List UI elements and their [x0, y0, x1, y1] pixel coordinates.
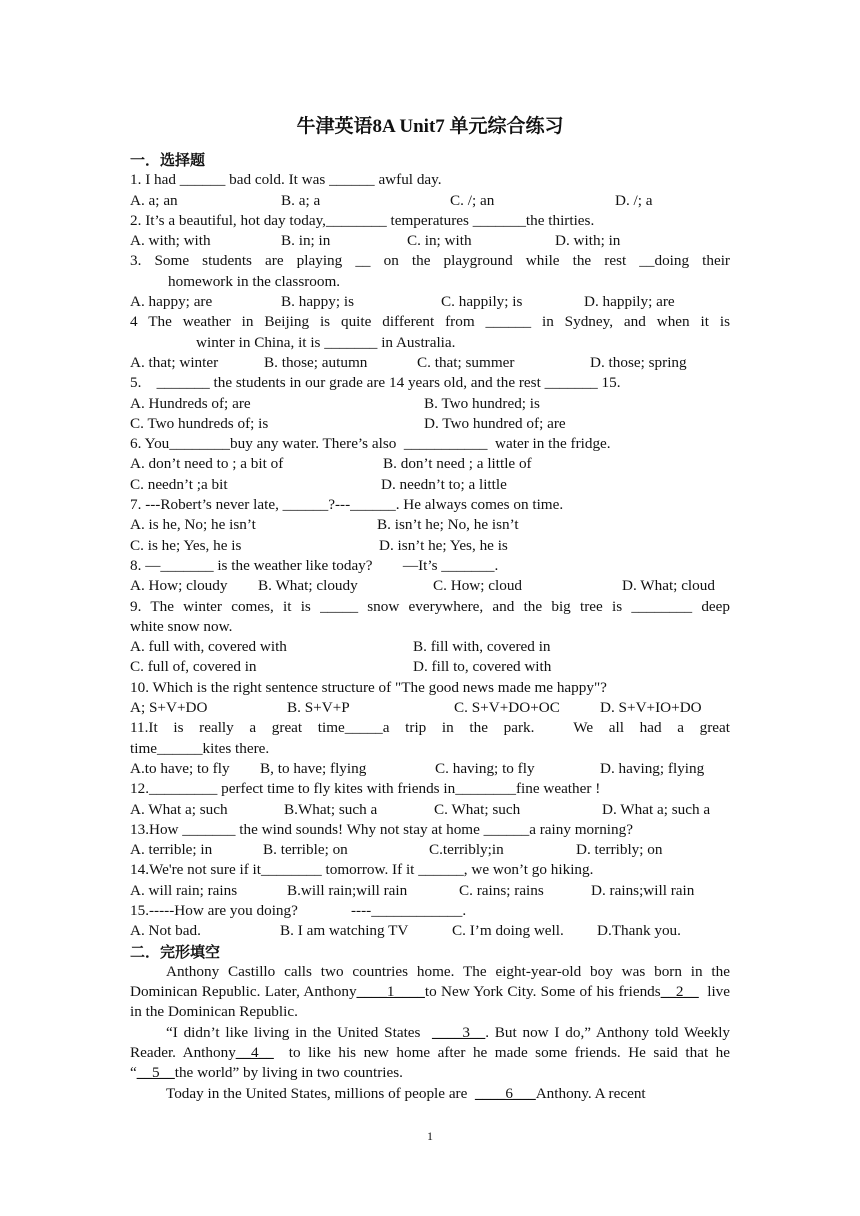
option: C. that; summer	[417, 353, 515, 371]
option: B. I am watching TV	[280, 922, 409, 940]
question-4	[130, 312, 730, 353]
option: D. having; flying	[600, 759, 705, 777]
option: B.will rain;will rain	[287, 881, 408, 899]
question-text-continued: winter in China, it is _______ in Australia.	[196, 333, 456, 351]
page-number: 1	[427, 1129, 433, 1143]
paragraph-text: . But now I do,” Anthony told Weekly Reader. Anthony	[130, 1023, 731, 1062]
question-9-options-row-1	[130, 637, 730, 657]
option: A. What a; such	[130, 800, 228, 818]
question-13: 13.How _______ the wind sounds! Why not stay at home ______a rainy morning?	[130, 820, 633, 838]
question-text-continued: white snow now.	[130, 617, 233, 635]
option: C. Two hundreds of; is	[130, 414, 269, 432]
question-6-options-row-1	[130, 454, 730, 474]
blank-1: ____1____	[356, 983, 425, 1001]
option: B. What; cloudy	[258, 577, 358, 595]
question-14: 14.We're not sure if it________ tomorrow. If it ______, we won’t go hiking.	[130, 861, 594, 879]
question-5-options-row-1	[130, 394, 730, 414]
cloze-paragraph-1	[130, 962, 734, 1023]
option: D. rains;will rain	[591, 881, 695, 899]
cloze-paragraph-3	[130, 1084, 730, 1104]
question-5: 5. _______ the students in our grade are 14 years old, and the rest _______ 15.	[130, 374, 621, 392]
section-multiple-choice-heading: 一．选择题	[130, 151, 206, 169]
question-10-options	[130, 698, 730, 718]
blank-2: __2__	[660, 983, 699, 1001]
option: C. What; such	[434, 800, 521, 818]
option: D.Thank you.	[597, 922, 681, 940]
question-text: 3. Some students are playing __ on the playground while the rest __doing their	[130, 252, 730, 270]
option: B. Two hundred; is	[424, 394, 540, 412]
paragraph-text: Anthony Castillo calls two countries home. The eight-year-old boy was born in the Dominican Republic. Later, Anthony	[130, 962, 730, 1001]
question-1: 1. I had ______ bad cold. It was ______ awful day.	[130, 171, 442, 189]
option: B. terrible; on	[263, 841, 348, 859]
option: D. Two hundred of; are	[424, 414, 566, 432]
question-15-options	[130, 921, 730, 941]
option: A. don’t need to ; a bit of	[130, 455, 284, 473]
question-text-continued: homework in the classroom.	[168, 272, 341, 290]
option: C. /; an	[450, 191, 495, 209]
question-8: 8. —_______ is the weather like today? —It’s _______.	[130, 556, 499, 574]
option: C.terribly;in	[429, 841, 504, 859]
question-7-options-row-1	[130, 515, 730, 535]
page-title: 牛津英语8A Unit7 单元综合练习	[296, 116, 564, 137]
option: D. fill to, covered with	[413, 658, 552, 676]
option: A; S+V+DO	[130, 699, 208, 717]
option: C. I’m doing well.	[452, 922, 564, 940]
question-9	[130, 597, 730, 638]
question-15: 15.-----How are you doing? ----____________.	[130, 901, 467, 919]
option: B. don’t need ; a little of	[383, 455, 532, 473]
option: C. is he; Yes, he is	[130, 536, 242, 554]
question-6: 6. You________buy any water. There’s also ___________ water in the fridge.	[130, 435, 611, 453]
option: D. with; in	[555, 232, 621, 250]
option: B.What; such a	[284, 800, 378, 818]
question-8-options	[130, 576, 730, 596]
question-text: 4 The weather in Beijing is quite different from ______ in Sydney, and when it is	[130, 313, 730, 331]
paragraph-text: Today in the United States, millions of people are	[166, 1084, 475, 1102]
option: A. full with, covered with	[130, 638, 287, 656]
paragraph-text: live in the Dominican Republic.	[130, 983, 734, 1021]
option: D. terribly; on	[576, 841, 663, 859]
cloze-paragraph-2	[130, 1023, 734, 1084]
paragraph-text: to like his new home after he made some friends. He said that he “	[130, 1044, 734, 1082]
option: C. needn’t ;a bit	[130, 475, 228, 493]
option: B. fill with, covered in	[413, 638, 551, 656]
question-text: 9. The winter comes, it is _____ snow everywhere, and the big tree is ________ deep	[130, 597, 730, 615]
option: D. those; spring	[590, 353, 687, 371]
option: B. happy; is	[281, 293, 354, 311]
paragraph-text: to New York City. Some of his friends	[424, 983, 661, 1001]
question-3	[130, 251, 730, 292]
question-11-options	[130, 759, 730, 779]
option: D. S+V+IO+DO	[600, 699, 702, 717]
option: D. isn’t he; Yes, he is	[379, 536, 508, 554]
question-2-options	[130, 231, 730, 251]
option: D. /; a	[615, 191, 653, 209]
option: D. happily; are	[584, 293, 675, 311]
question-1-options	[130, 191, 730, 211]
section-cloze-heading: 二．完形填空	[130, 942, 221, 961]
question-7-options-row-2	[130, 536, 730, 556]
option: B, to have; flying	[260, 759, 367, 777]
option: C. rains; rains	[459, 881, 544, 899]
blank-4: __4__	[235, 1044, 274, 1062]
option: A. How; cloudy	[130, 577, 228, 595]
paragraph-text: the world” by living in two countries.	[174, 1064, 403, 1082]
option: A. happy; are	[130, 293, 213, 311]
option: A. terrible; in	[130, 841, 213, 859]
option: A.to have; to fly	[130, 759, 230, 777]
option: B. those; autumn	[264, 353, 368, 371]
question-11	[130, 718, 730, 759]
question-5-options-row-2	[130, 414, 730, 434]
option: B. a; a	[281, 191, 321, 209]
option: A. will rain; rains	[130, 881, 238, 899]
question-7: 7. ---Robert’s never late, ______?---______. He always comes on time.	[130, 496, 564, 514]
option: C. happily; is	[441, 293, 523, 311]
option: C. S+V+DO+OC	[454, 699, 560, 717]
question-10: 10. Which is the right sentence structure of "The good news made me happy"?	[130, 678, 607, 696]
question-3-options	[130, 292, 730, 312]
option: A. with; with	[130, 232, 211, 250]
question-text: 11.It is really a great time_____a trip in the park. We all had a great	[130, 719, 730, 737]
option: A. is he, No; he isn’t	[130, 516, 256, 534]
paragraph-text: Anthony. A recent	[535, 1084, 646, 1102]
question-9-options-row-2	[130, 657, 730, 677]
blank-5: __5__	[136, 1064, 175, 1082]
option: C. in; with	[407, 232, 472, 250]
option: B. S+V+P	[287, 699, 350, 717]
question-text-continued: time______kites there.	[130, 739, 270, 757]
blank-3: ____3__	[432, 1023, 486, 1041]
option: A. Hundreds of; are	[130, 394, 251, 412]
question-4-options	[130, 353, 730, 373]
option: A. a; an	[130, 191, 178, 209]
question-14-options	[130, 881, 730, 901]
question-6-options-row-2	[130, 475, 730, 495]
option: C. full of, covered in	[130, 658, 257, 676]
option: B. isn’t he; No, he isn’t	[377, 516, 519, 534]
option: A. that; winter	[130, 353, 219, 371]
question-12: 12._________ perfect time to fly kites with friends in________fine weather !	[130, 780, 601, 798]
option: C. How; cloud	[433, 577, 523, 595]
paragraph-text: “I didn’t like living in the United States	[166, 1023, 433, 1041]
question-2: 2. It’s a beautiful, hot day today,________ temperatures _______the thirties.	[130, 211, 595, 229]
question-12-options	[130, 800, 730, 820]
worksheet	[130, 112, 734, 1104]
option: D. What a; such a	[602, 800, 711, 818]
option: D. What; cloud	[622, 577, 715, 595]
blank-6: ____6___	[474, 1084, 536, 1102]
option: B. in; in	[281, 232, 331, 250]
question-13-options	[130, 840, 730, 860]
option: A. Not bad.	[130, 922, 201, 940]
option: C. having; to fly	[435, 759, 535, 777]
option: D. needn’t to; a little	[381, 475, 507, 493]
